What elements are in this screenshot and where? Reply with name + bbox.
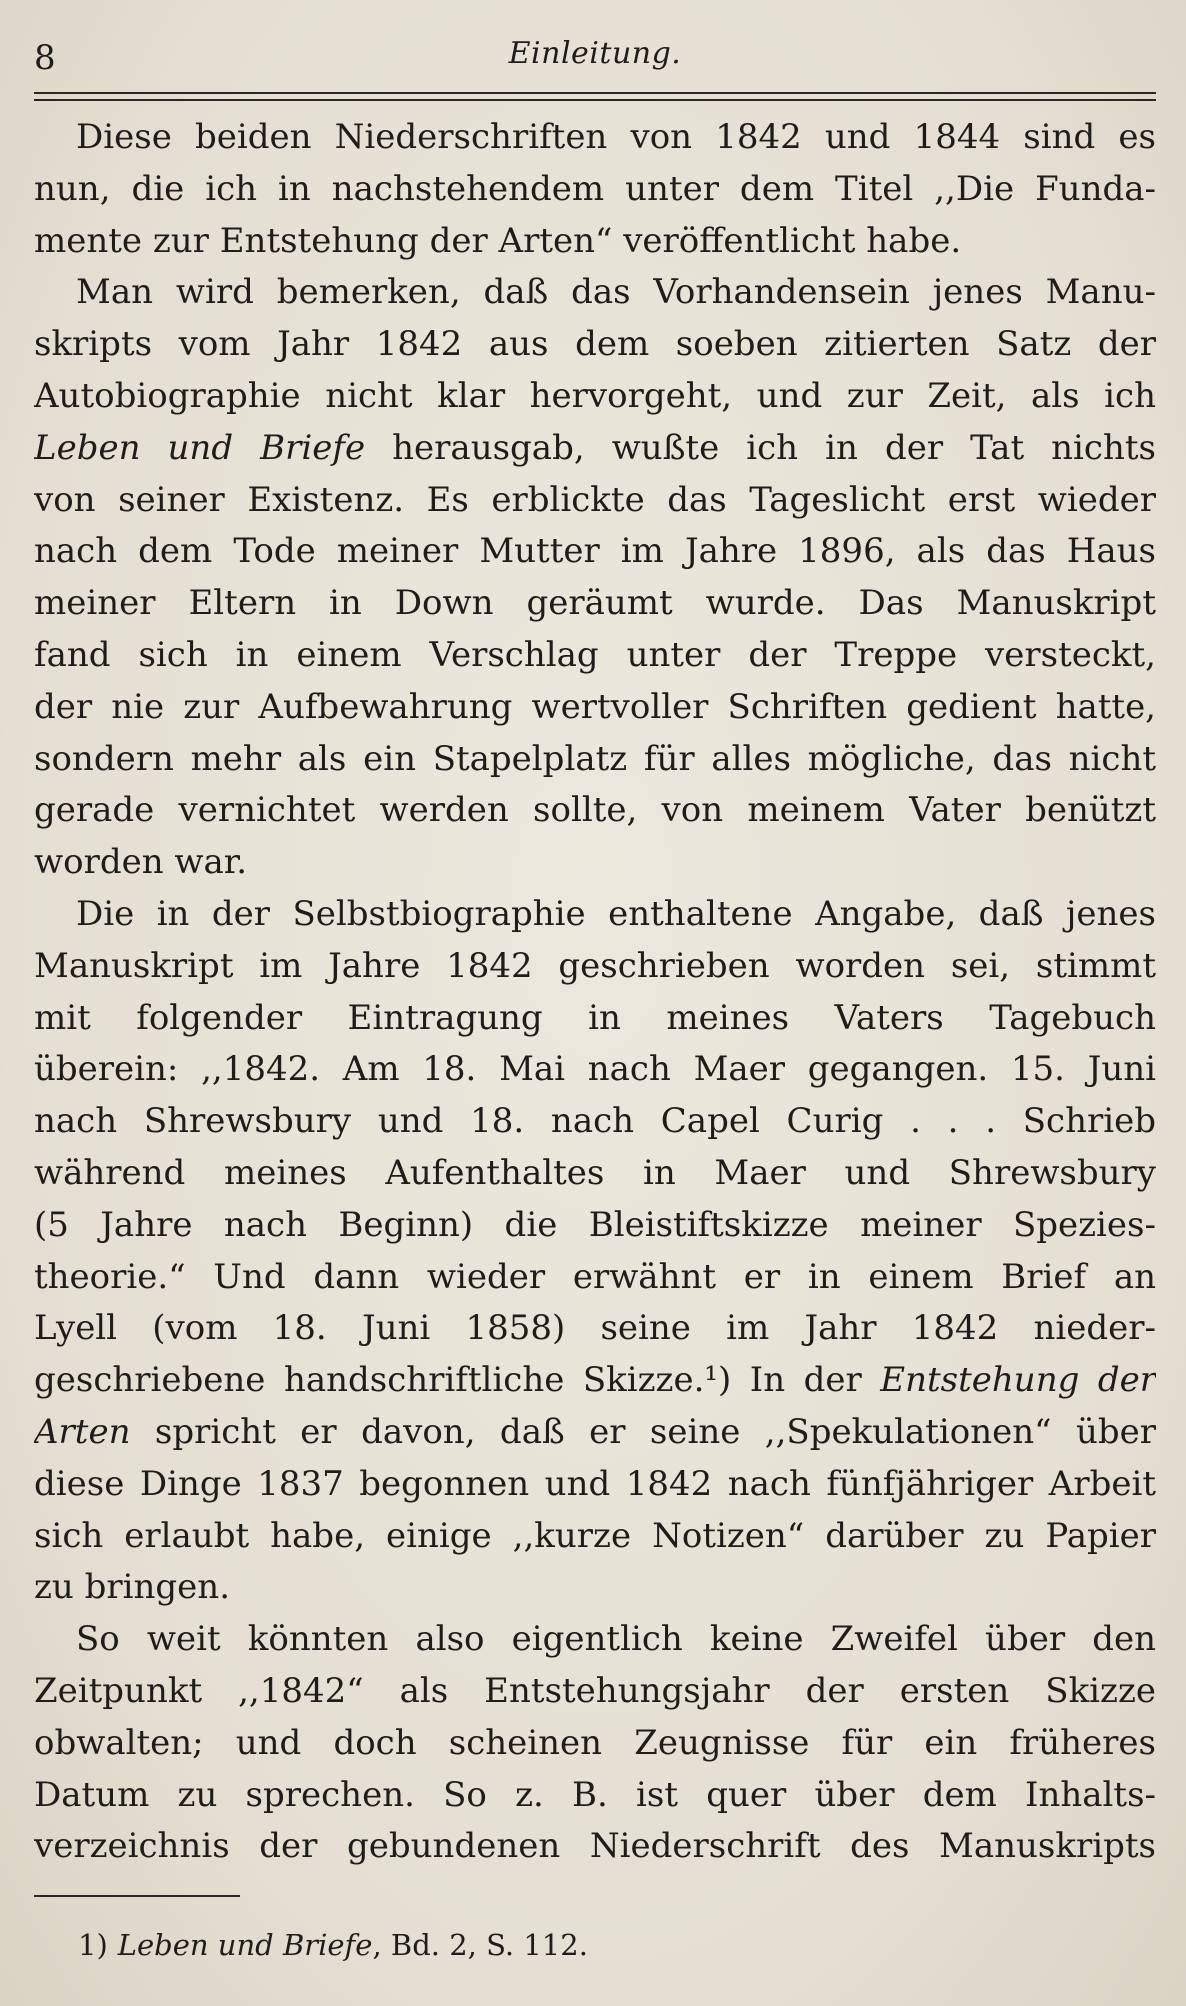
text-line: obwalten; und doch scheinen Zeugnisse für ein früheres [34,1722,1156,1763]
text-line: von seiner Existenz. Es erblickte das Tageslicht erst wieder [34,479,1156,520]
header-rule-bottom [34,99,1156,101]
footnote [78,1928,588,1962]
text-line: der nie zur Aufbewahrung wertvoller Schriften gedient hatte, [34,686,1156,727]
text-line: Leben und Briefe herausgab, wußte ich in der Tat nichts [34,427,1156,468]
text-line: skripts vom Jahr 1842 aus dem soeben zitierten Satz der [34,324,1156,365]
text-line: sich erlaubt habe, einige ,,kurze Notizen“ darüber zu Papier [34,1515,1156,1556]
text-line: (5 Jahre nach Beginn) die Bleistiftskizze meiner Spezies- [34,1204,1156,1245]
text-line: diese Dinge 1837 begonnen und 1842 nach fünfjähriger Arbeit [34,1463,1156,1504]
text-line: Datum zu sprechen. So z. B. ist quer über dem Inhalts- [34,1774,1156,1815]
text-line: So weit könnten also eigentlich keine Zweifel über den [76,1619,1156,1660]
text-line: nach dem Tode meiner Mutter im Jahre 1896, als das Haus [34,531,1156,572]
text-line: nun, die ich in nachstehendem unter dem Titel ,,Die Funda- [34,168,1156,209]
text-line: mente zur Entstehung der Arten“ veröffentlicht habe. [34,220,962,261]
footnote-marker: 1) [78,1928,108,1962]
text-line: zu bringen. [34,1567,230,1608]
footnote-title: Leben und Briefe [117,1928,373,1962]
footnote-reference: , Bd. 2, S. 112. [372,1928,588,1962]
text-line: Man wird bemerken, daß das Vorhandensein jenes Manu- [76,272,1156,313]
running-title: Einleitung. [508,36,682,71]
text-line: mit folgender Eintragung in meines Vaters Tagebuch [34,997,1156,1038]
text-line: Diese beiden Niederschriften von 1842 und 1844 sind es [76,117,1156,157]
body-text [34,112,1156,1873]
text-line: überein: ,,1842. Am 18. Mai nach Maer gegangen. 15. Juni [34,1049,1156,1090]
text-line: Die in der Selbstbiographie enthaltene Angabe, daß jenes [76,893,1156,934]
text-line: sondern mehr als ein Stapelplatz für alles mögliche, das nicht [34,738,1156,779]
footnote-rule [34,1895,240,1897]
text-line: Lyell (vom 18. Juni 1858) seine im Jahr 1842 nieder- [34,1308,1156,1349]
text-line: Autobiographie nicht klar hervorgeht, und zur Zeit, als ich [34,375,1156,416]
text-line: Zeitpunkt ,,1842“ als Entstehungsjahr der ersten Skizze [34,1670,1156,1711]
text-line: Manuskript im Jahre 1842 geschrieben worden sei, stimmt [34,945,1156,986]
text-line: theorie.“ Und dann wieder erwähnt er in einem Brief an [34,1256,1156,1297]
text-line: gerade vernichtet werden sollte, von meinem Vater benützt [34,790,1156,831]
text-line: während meines Aufenthaltes in Maer und Shrewsbury [34,1152,1156,1193]
page-number: 8 [34,38,56,78]
text-line: geschriebene handschriftliche Skizze.¹) In der Entstehung der [34,1360,1156,1401]
text-line: nach Shrewsbury und 18. nach Capel Curig . . . Schrieb [34,1101,1156,1142]
text-line: Arten spricht er davon, daß er seine ,,Spekulationen“ über [34,1411,1156,1452]
text-line: fand sich in einem Verschlag unter der Treppe versteckt, [34,634,1156,675]
text-line: worden war. [34,842,248,883]
page-header [34,30,1156,80]
text-line: verzeichnis der gebundenen Niederschrift des Manuskripts [34,1826,1156,1867]
text-line: meiner Eltern in Down geräumt wurde. Das Manuskript [34,583,1156,624]
header-rule-top [34,92,1156,94]
